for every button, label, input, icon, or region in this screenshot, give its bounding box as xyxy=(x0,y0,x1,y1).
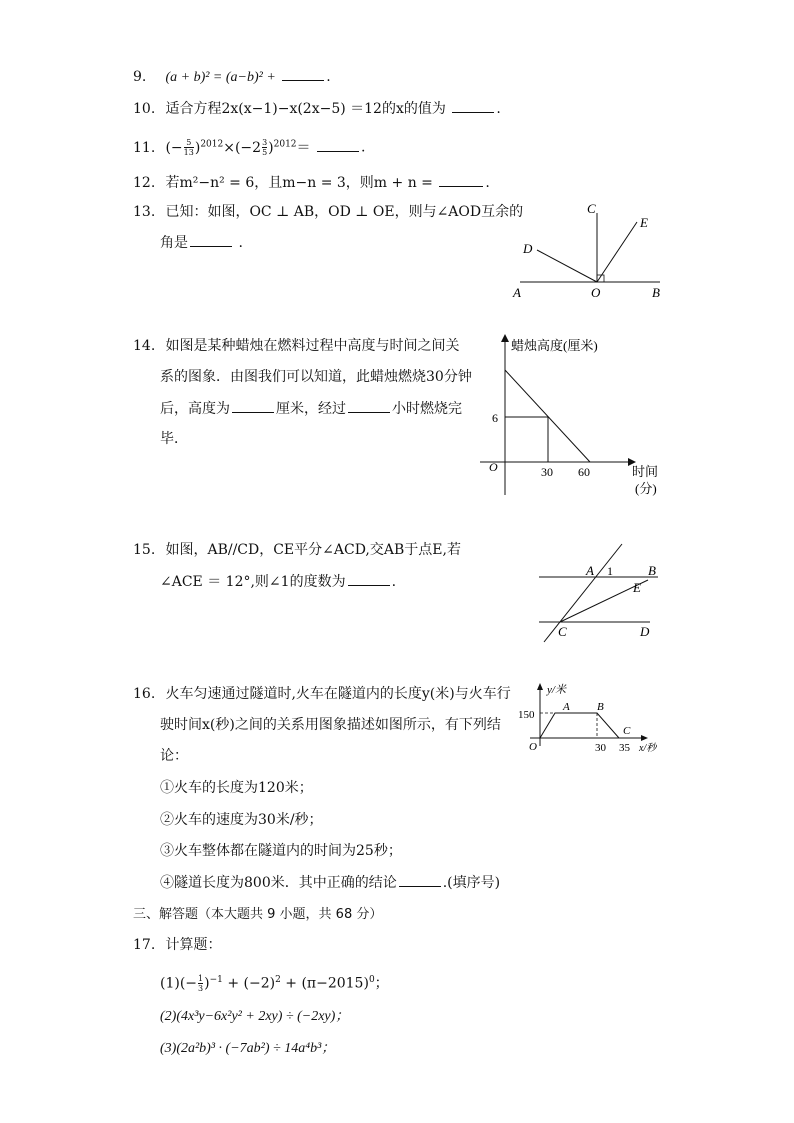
fraction xyxy=(262,138,267,157)
angle-1-label: 1 xyxy=(607,564,613,578)
label-d: D xyxy=(640,624,650,639)
question-number: 10. xyxy=(133,101,156,117)
question-text: 适合方程2x(x−1)−x(2x−5) ＝12的x的值为 xyxy=(165,101,446,117)
origin-label: O xyxy=(489,460,498,474)
question-text-line-1: 如图是某种蜡烛在燃料过程中高度与时间之间关 xyxy=(165,338,460,354)
exponent: 2012 xyxy=(273,139,297,149)
expr-part: + (−2) xyxy=(222,975,276,992)
tick-150: 150 xyxy=(518,709,535,721)
y-axis-label: y/米 xyxy=(547,684,566,696)
label-o: O xyxy=(591,285,601,300)
period: . xyxy=(485,175,490,191)
period: . xyxy=(391,574,397,590)
question-number: 9. xyxy=(133,69,147,85)
denominator: 3 xyxy=(198,984,204,994)
question-14 xyxy=(133,336,459,356)
label-a: A xyxy=(513,285,521,300)
answer-blank[interactable] xyxy=(439,172,483,187)
label-d: D xyxy=(523,241,533,256)
question-number: 16. xyxy=(133,686,156,702)
denominator: 5 xyxy=(262,148,268,158)
question-text-line-1: 如图，AB//CD，CE平分∠ACD,交AB于点E,若 xyxy=(165,542,461,558)
sub-question-2 xyxy=(160,1006,349,1027)
transversal-ac xyxy=(544,544,622,642)
question-number: 11. xyxy=(133,139,156,156)
tick-6: 6 xyxy=(492,411,498,425)
y-axis-arrow xyxy=(537,683,543,690)
tick-35: 35 xyxy=(619,742,630,754)
question-text-line-2: 系的图象．由图我们可以知道，此蜡烛燃烧30分钟 xyxy=(160,369,472,385)
denominator: 13 xyxy=(183,148,194,158)
question-text: 若m²−n² = 6，且m−n = 3，则m + n = xyxy=(165,175,433,191)
x-axis-label: 时间 xyxy=(632,464,659,479)
question-text: 后，高度为 xyxy=(160,401,230,417)
ray-od xyxy=(537,250,597,282)
conclusion-text: ③火车整体都在隧道内的时间为25秒； xyxy=(160,843,402,859)
expr: (2)(4x³y−6x²y² + 2xy) ÷ (−2xy)； xyxy=(160,1009,350,1024)
question-number: 14. xyxy=(133,338,156,354)
question-number: 13. xyxy=(133,204,156,220)
question-13-line-2 xyxy=(160,232,243,253)
sub-question-1 xyxy=(160,970,389,994)
label-b: B xyxy=(597,701,604,713)
question-14-line-2 xyxy=(160,367,472,387)
answer-blank[interactable] xyxy=(452,98,494,113)
numerator: 1 xyxy=(198,974,204,984)
label-c: C xyxy=(623,725,631,737)
answer-blank[interactable] xyxy=(317,137,359,152)
question-16-line-2 xyxy=(160,715,501,735)
equals: ＝ xyxy=(296,139,311,156)
period: . xyxy=(496,101,501,117)
conclusion-text: ②火车的速度为30米/秒； xyxy=(160,812,323,828)
y-axis-arrow xyxy=(501,334,509,342)
expr-part: (− xyxy=(165,139,183,156)
question-11 xyxy=(133,134,365,158)
question-text-line-2: ∠ACE ＝ 12°,则∠1的度数为 xyxy=(160,574,346,590)
section-heading: 三、解答题（本大题共 9 小题，共 68 分） xyxy=(133,907,383,922)
exponent: −1 xyxy=(209,975,223,985)
answer-blank[interactable] xyxy=(399,872,441,887)
expr-part: ) xyxy=(194,139,201,156)
question-9 xyxy=(133,66,331,88)
numerator: 5 xyxy=(184,138,194,148)
figure-15 xyxy=(530,540,670,650)
label-a: A xyxy=(586,563,594,578)
question-14-line-4 xyxy=(160,429,188,449)
reference-lines xyxy=(505,417,548,462)
conclusion-2 xyxy=(160,810,323,830)
question-text-line-1: 已知：如图，OC ⊥ AB，OD ⊥ OE，则与∠AOD互余的 xyxy=(165,204,524,220)
exponent: 2 xyxy=(275,975,281,985)
question-13 xyxy=(133,202,523,222)
question-16-line-3 xyxy=(160,746,188,766)
expr-part: (1)(− xyxy=(160,975,198,992)
question-10 xyxy=(133,98,501,119)
question-text: 小时燃烧完 xyxy=(392,401,462,417)
conclusion-text: .(填序号) xyxy=(442,875,501,891)
figure-13 xyxy=(505,195,675,305)
sub-question-3 xyxy=(160,1038,335,1059)
figure-16-train-graph xyxy=(515,680,665,755)
question-text-line-4: 毕． xyxy=(160,431,188,447)
expr-part: ×(−2 xyxy=(223,139,262,156)
label-b: B xyxy=(652,285,660,300)
figure-14-candle-graph xyxy=(480,330,680,505)
conclusion-1 xyxy=(160,778,313,798)
x-axis-arrow xyxy=(641,735,648,741)
question-text xyxy=(165,140,315,156)
conclusion-3 xyxy=(160,841,402,861)
length-curve xyxy=(540,713,619,738)
question-number: 15. xyxy=(133,542,156,558)
label-c: C xyxy=(558,624,567,639)
x-axis-label: x/秒 xyxy=(639,743,657,754)
question-text-line-3: 论： xyxy=(160,748,188,764)
period: . xyxy=(238,235,243,251)
period: . xyxy=(360,139,366,156)
expr-part: ) xyxy=(204,975,210,992)
y-axis-label: 蜡烛高度(厘米) xyxy=(511,338,598,353)
conclusion-text: ①火车的长度为120米； xyxy=(160,780,313,796)
question-15-line-2 xyxy=(160,571,396,592)
answer-blank-hours[interactable] xyxy=(348,398,390,413)
x-axis-unit: (分) xyxy=(635,481,657,496)
label-e: E xyxy=(640,215,648,230)
question-text-line-1: 火车匀速通过隧道时,火车在隧道内的长度y(米)与火车行 xyxy=(165,686,511,702)
expr: (3)(2a²b)³ · (−7ab²) ÷ 14a⁴b³； xyxy=(160,1041,336,1056)
question-17 xyxy=(133,935,221,955)
label-b: B xyxy=(648,563,656,578)
question-number: 12. xyxy=(133,175,156,191)
expr-part: ； xyxy=(374,975,389,992)
question-text-line-2: 驶时间x(秒)之间的关系用图象描述如图所示，有下列结 xyxy=(160,717,501,733)
answer-blank[interactable] xyxy=(348,571,390,586)
exponent: 0 xyxy=(368,975,375,985)
numerator: 3 xyxy=(262,138,268,148)
answer-blank-height[interactable] xyxy=(232,398,274,413)
question-15 xyxy=(133,540,461,560)
expr-part: + (π−2015) xyxy=(280,975,369,992)
question-14-line-3 xyxy=(160,398,462,419)
tick-30: 30 xyxy=(595,742,606,754)
question-text-line-2: 角是 xyxy=(160,235,188,251)
question-title: 计算题： xyxy=(165,937,222,953)
conclusion-text: ④隧道长度为800米．其中正确的结论 xyxy=(160,875,397,891)
conclusion-4 xyxy=(160,872,500,893)
period: . xyxy=(326,69,331,85)
fraction xyxy=(184,138,194,157)
answer-blank[interactable] xyxy=(190,232,232,247)
fraction xyxy=(198,974,203,993)
label-e: E xyxy=(633,580,641,595)
answer-blank[interactable] xyxy=(282,66,324,81)
exponent: 2012 xyxy=(200,139,224,149)
origin-label: O xyxy=(529,741,537,753)
question-text: 厘米，经过 xyxy=(276,401,346,417)
ray-oe xyxy=(597,222,637,282)
tick-60: 60 xyxy=(578,465,590,479)
tick-30: 30 xyxy=(541,465,553,479)
question-number: 17. xyxy=(133,937,156,953)
question-12 xyxy=(133,172,490,193)
expr-part: ) xyxy=(268,139,274,156)
question-16 xyxy=(133,684,511,704)
label-c: C xyxy=(587,201,596,216)
question-text: (a + b)² = (a−b)² + xyxy=(165,70,276,85)
label-a: A xyxy=(563,701,570,713)
